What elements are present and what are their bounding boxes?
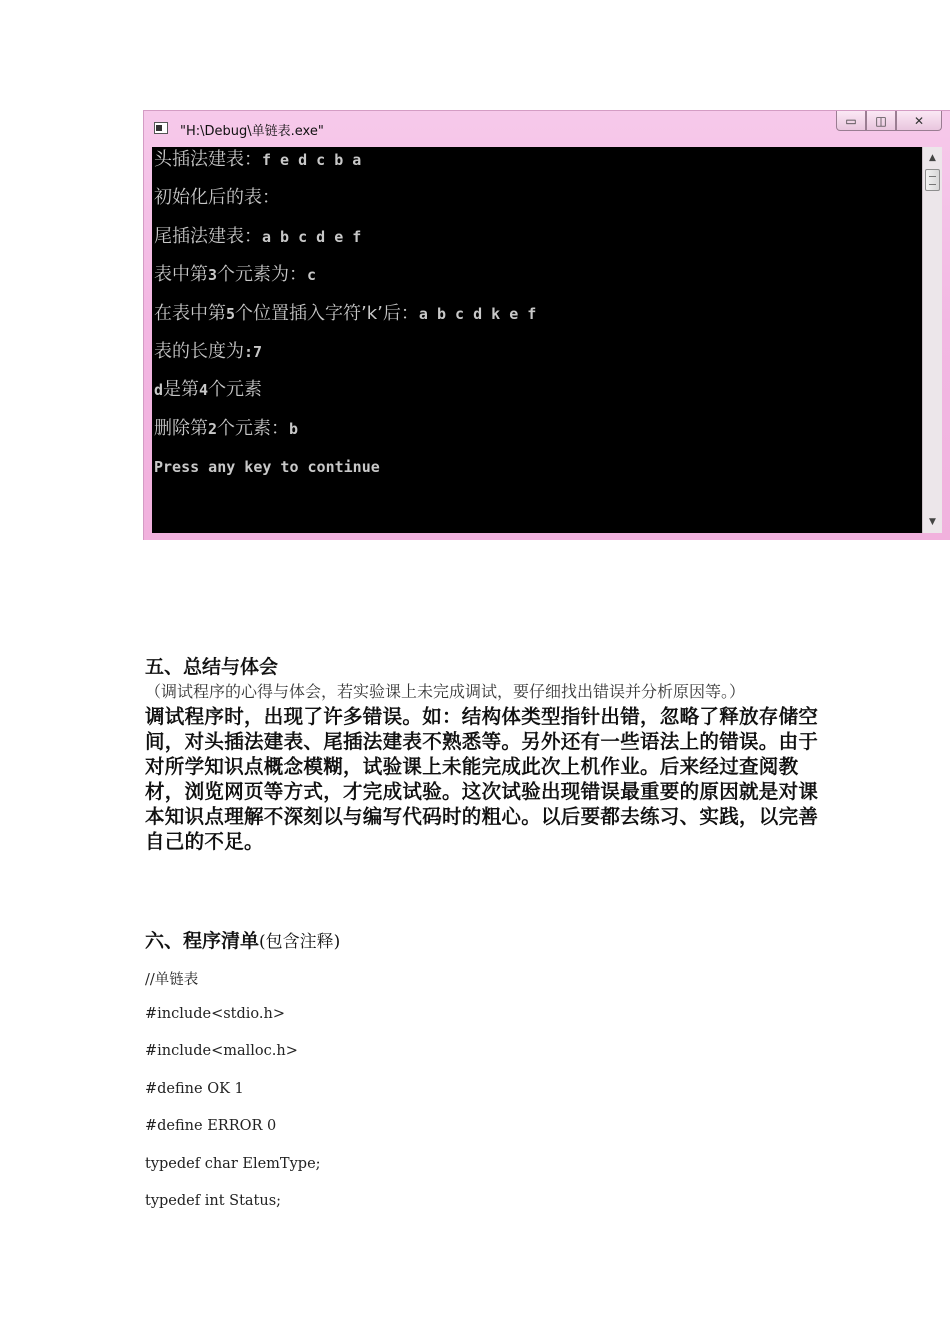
code-line: #define ERROR 0 — [145, 1118, 277, 1134]
code-line: typedef char ElemType; — [145, 1156, 321, 1172]
vertical-scrollbar[interactable] — [922, 147, 942, 533]
close-button[interactable] — [896, 111, 942, 131]
section-heading: 五、总结与体会 — [145, 656, 279, 678]
scrollbar-thumb[interactable] — [925, 169, 940, 191]
console-line: 初始化后的表： — [154, 187, 280, 209]
code-line: #include<stdio.h> — [145, 1006, 285, 1022]
scroll-up-arrow-icon[interactable]: ▲ — [929, 153, 936, 163]
scroll-down-arrow-icon[interactable]: ▼ — [929, 517, 936, 527]
maximize-icon: ◫ — [875, 113, 887, 128]
window-controls — [836, 111, 942, 133]
console-line: 表的长度为:7 — [154, 340, 263, 362]
section-summary — [145, 654, 825, 854]
console-lines — [154, 149, 920, 495]
console-line: d是第4个元素 — [154, 379, 263, 401]
console-line: Press any key to continue — [154, 458, 380, 477]
code-line: #define OK 1 — [145, 1081, 244, 1097]
console-line: 表中第3个元素为：c — [154, 264, 317, 286]
console-window-screenshot — [143, 110, 950, 540]
console-output[interactable] — [152, 147, 942, 533]
console-line: 在表中第5个位置插入字符’k’后：a b c d k e f — [154, 302, 537, 324]
console-line: 尾插法建表：a b c d e f — [154, 225, 362, 247]
console-app-icon — [154, 122, 168, 134]
console-line: 头插法建表：f e d c b a — [154, 149, 362, 170]
window-title: "H:\Debug\单链表.exe" — [180, 124, 324, 139]
section-program-listing — [145, 928, 825, 955]
code-line: //单链表 — [145, 972, 199, 988]
maximize-button[interactable] — [866, 111, 896, 131]
code-line: typedef int Status; — [145, 1193, 282, 1209]
section-note: （调试程序的心得与体会，若实验课上未完成调试，要仔细找出错误并分析原因等。） — [145, 682, 746, 701]
close-icon: ✕ — [913, 113, 925, 128]
console-line: 删除第2个元素：b — [154, 417, 299, 439]
summary-paragraph: 调试程序时，出现了许多错误。如：结构体类型指针出错，忽略了释放存储空间，对头插法建表、尾插法建表不熟悉等。另外还有一些语法上的错误。由于对所学知识点概念模糊，试验课上未能完成此次上机作业。后来经过查阅教材，浏览网页等方式，才完成试验。这次试验出现错误最重要的原因就是对课本知识点理解不深刻以与编写代码时的粗心。以后要都去练习、实践，以完善自己的不足。 — [145, 705, 819, 853]
minimize-icon: ▭ — [845, 113, 857, 128]
section-heading: 六、程序清单(包含注释) — [145, 930, 341, 952]
window-titlebar[interactable] — [144, 111, 950, 147]
code-line: #include<malloc.h> — [145, 1043, 298, 1059]
minimize-button[interactable] — [836, 111, 866, 131]
